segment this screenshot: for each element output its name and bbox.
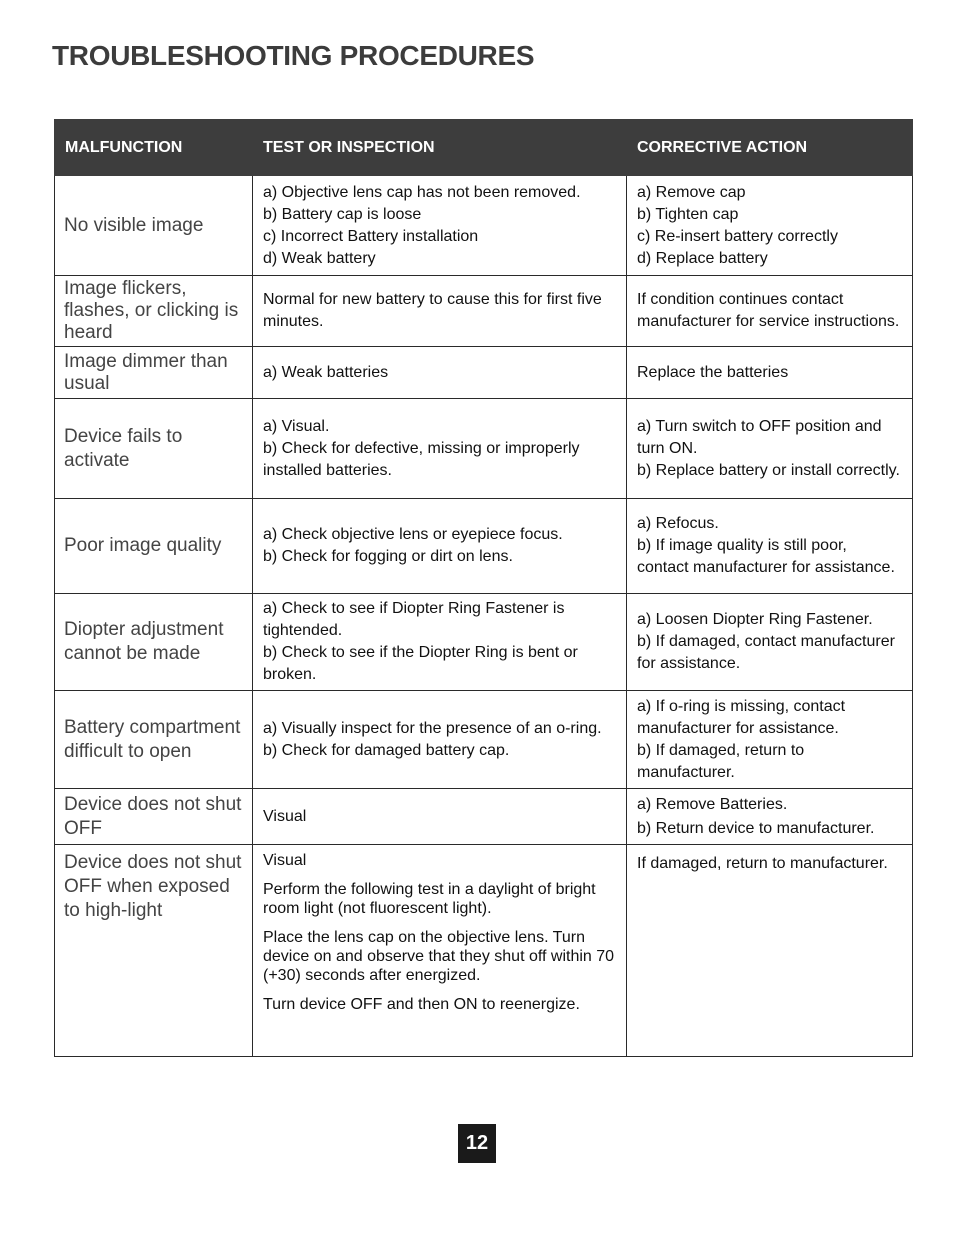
action-cell: a) Remove cap b) Tighten cap c) Re-insert battery correctly d) Replace battery	[627, 176, 913, 276]
malfunction-cell: Poor image quality	[55, 499, 253, 594]
table-row	[55, 845, 913, 1057]
malfunction-cell: Battery compartment difficult to open	[55, 691, 253, 789]
malfunction-cell: Device does not shut OFF when exposed to high-light	[55, 845, 253, 1057]
table-row	[55, 276, 913, 347]
action-cell: a) Remove Batteries. b) Return device to manufacturer.	[627, 789, 913, 845]
test-paragraph: Place the lens cap on the objective lens. Turn device on and observe that they shut off within 70 (+30) seconds after energized.	[263, 929, 615, 984]
test-cell: Normal for new battery to cause this for first five minutes.	[253, 276, 627, 347]
table-row	[55, 176, 913, 276]
test-cell: Visual	[253, 789, 627, 845]
test-paragraph: Visual	[263, 852, 307, 869]
header-test-or-inspection: TEST OR INSPECTION	[253, 120, 627, 176]
action-cell: a) Refocus. b) If image quality is still poor, contact manufacturer for assistance.	[627, 499, 913, 594]
table-row	[55, 691, 913, 789]
malfunction-cell: Diopter adjustment cannot be made	[55, 594, 253, 691]
malfunction-cell: Device fails to activate	[55, 399, 253, 499]
action-cell: a) If o-ring is missing, contact manufacturer for assistance. b) If damaged, return to manufacturer.	[627, 691, 913, 789]
test-cell: a) Check to see if Diopter Ring Fastener is tightended. b) Check to see if the Diopter Ring is bent or broken.	[253, 594, 627, 691]
action-cell: a) Turn switch to OFF position and turn ON. b) Replace battery or install correctly.	[627, 399, 913, 499]
test-paragraph: Perform the following test in a daylight of bright room light (not fluorescent light).	[263, 881, 596, 917]
action-cell: a) Loosen Diopter Ring Fastener. b) If damaged, contact manufacturer for assistance.	[627, 594, 913, 691]
test-cell: a) Visual. b) Check for defective, missing or improperly installed batteries.	[253, 399, 627, 499]
troubleshooting-table	[54, 119, 913, 1057]
test-cell	[253, 845, 627, 1057]
table-row	[55, 499, 913, 594]
test-cell: a) Objective lens cap has not been removed. b) Battery cap is loose c) Incorrect Battery installation d) Weak battery	[253, 176, 627, 276]
action-cell: Replace the batteries	[627, 347, 913, 399]
header-malfunction: MALFUNCTION	[55, 120, 253, 176]
table-header-row	[55, 120, 913, 176]
page-title: TROUBLESHOOTING PROCEDURES	[52, 40, 535, 71]
page-number: 12	[458, 1124, 496, 1163]
table-row	[55, 347, 913, 399]
test-cell: a) Check objective lens or eyepiece focus. b) Check for fogging or dirt on lens.	[253, 499, 627, 594]
action-cell: If condition continues contact manufacturer for service instructions.	[627, 276, 913, 347]
test-cell: a) Visually inspect for the presence of an o-ring. b) Check for damaged battery cap.	[253, 691, 627, 789]
action-cell: If damaged, return to manufacturer.	[627, 845, 913, 1057]
table-row	[55, 594, 913, 691]
malfunction-cell: Image dimmer than usual	[55, 347, 253, 399]
malfunction-cell: Device does not shut OFF	[55, 789, 253, 845]
malfunction-cell: Image flickers, flashes, or clicking is heard	[55, 276, 253, 347]
table-row	[55, 789, 913, 845]
header-corrective-action: CORRECTIVE ACTION	[627, 120, 913, 176]
test-paragraph: Turn device OFF and then ON to reenergize.	[263, 996, 580, 1013]
malfunction-cell: No visible image	[55, 176, 253, 276]
table-row	[55, 399, 913, 499]
test-cell: a) Weak batteries	[253, 347, 627, 399]
